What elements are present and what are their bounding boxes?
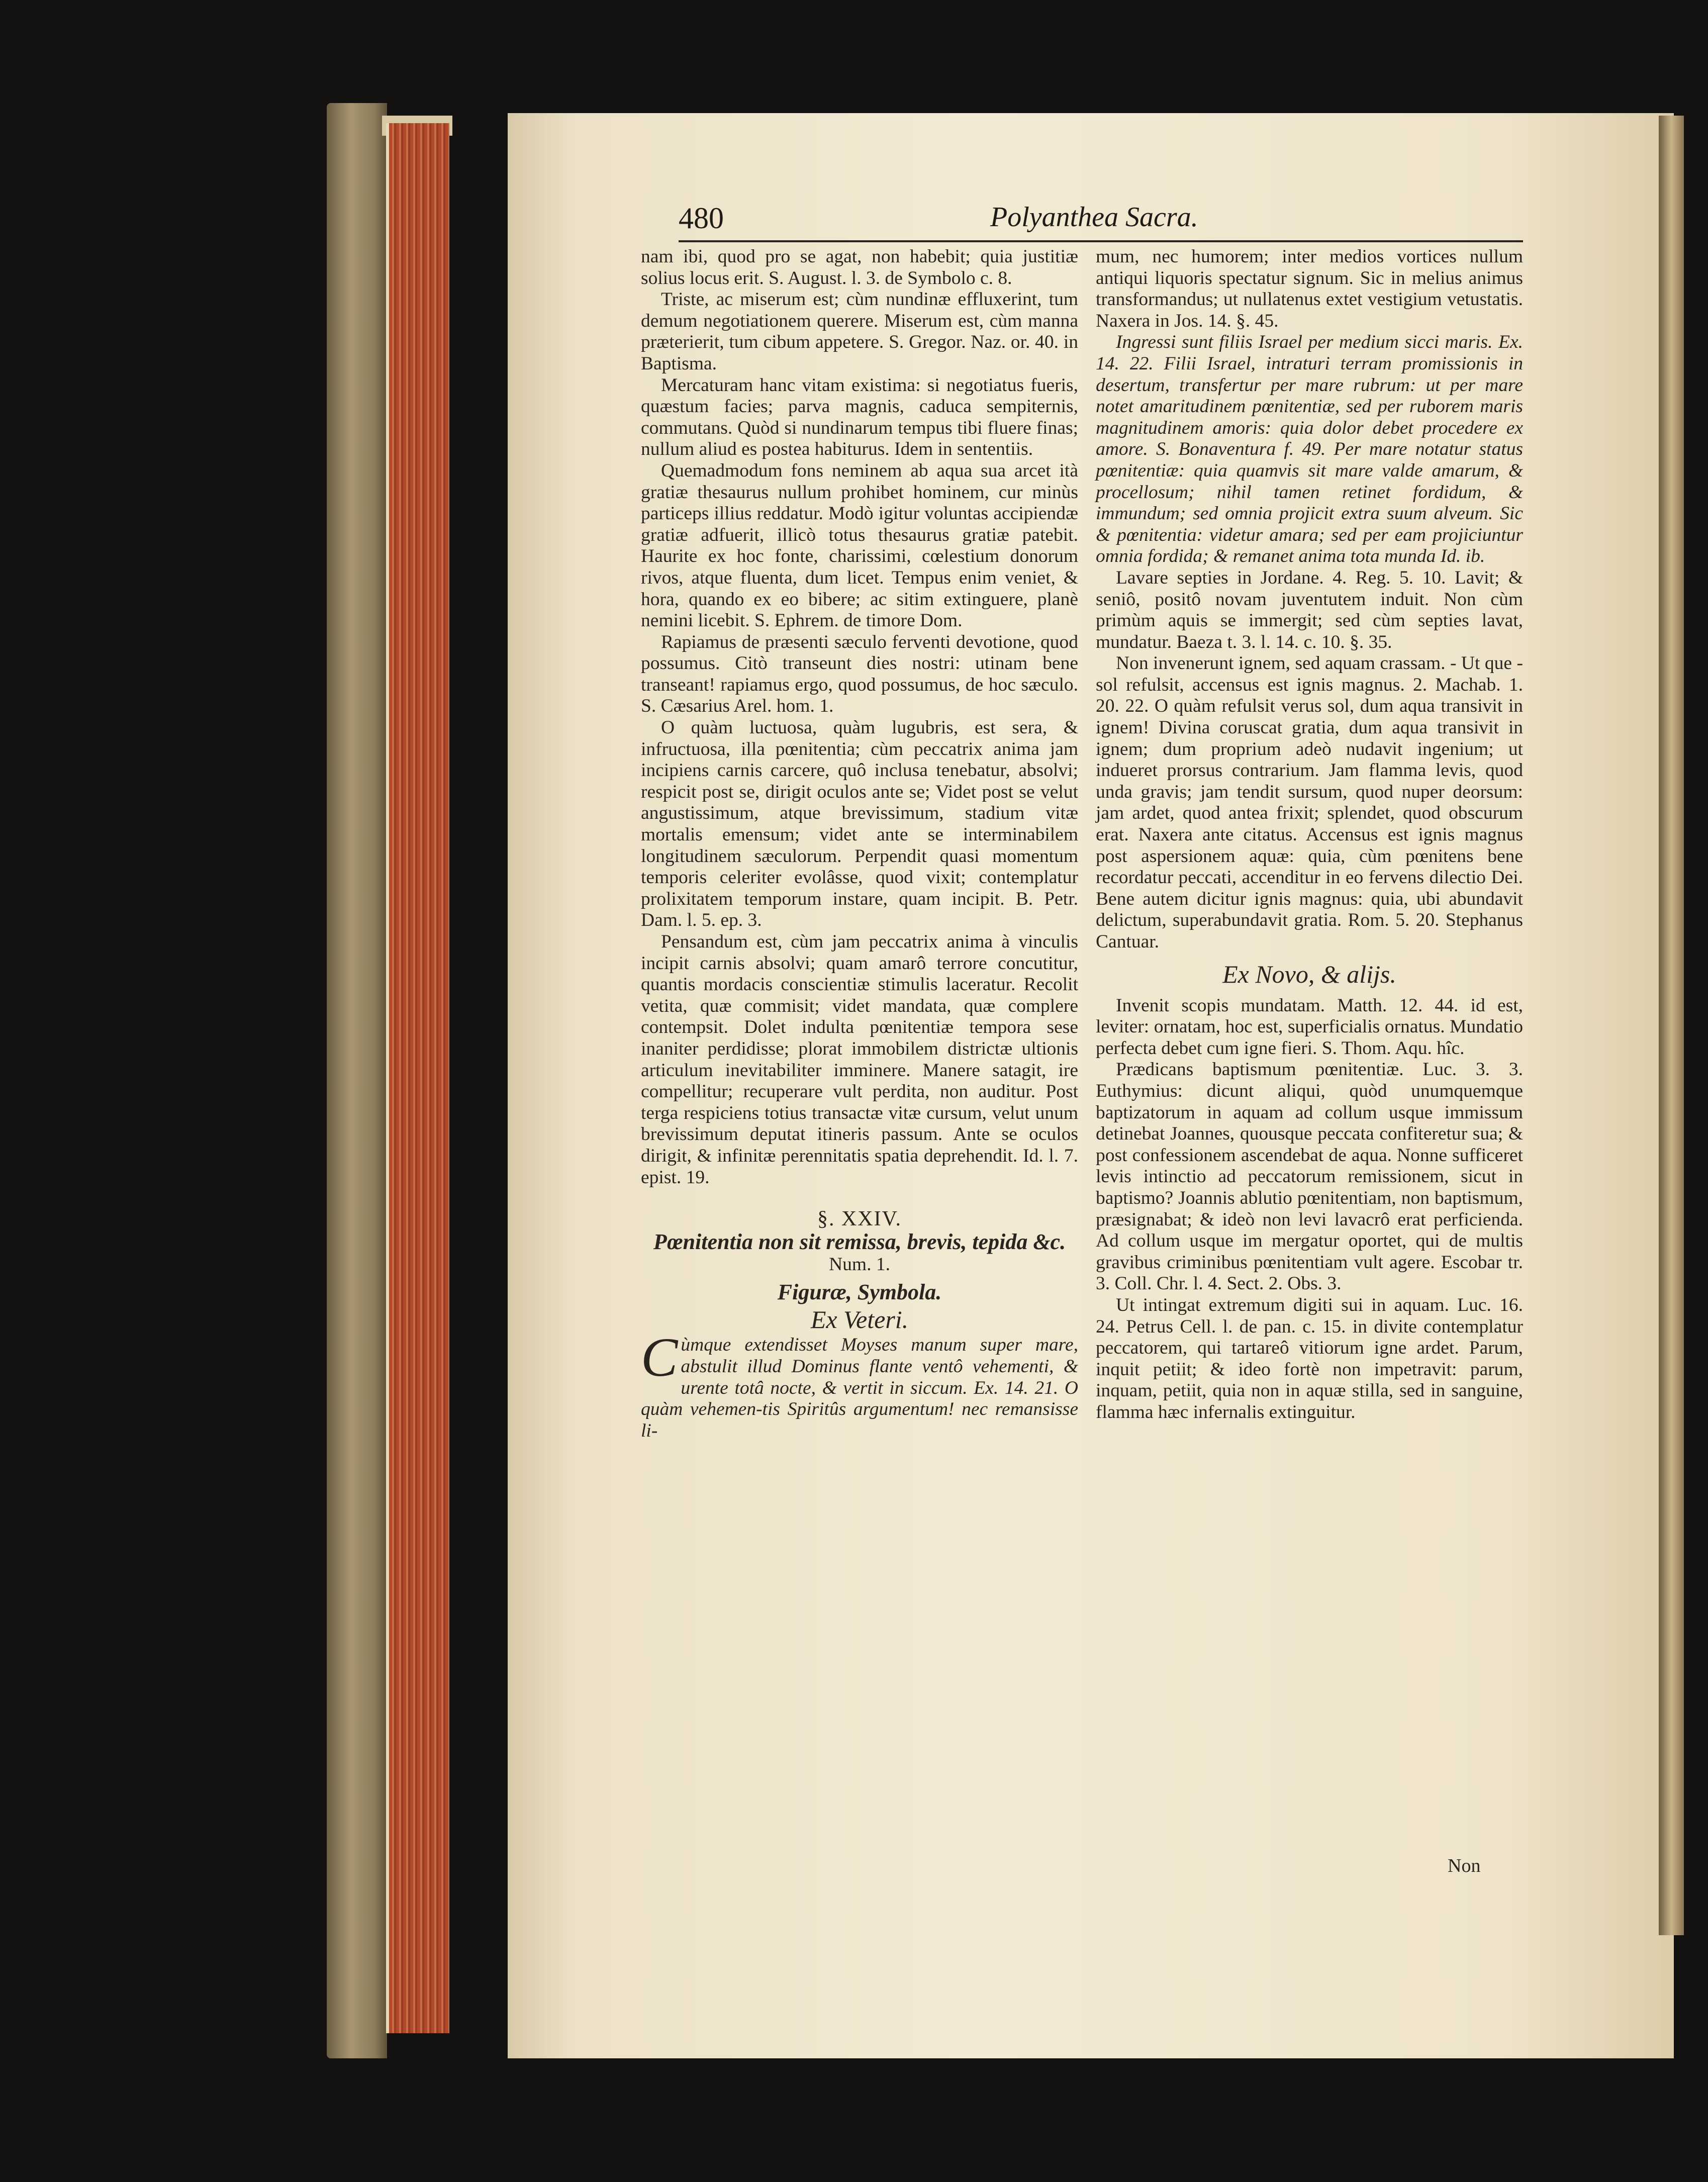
paragraph: Prædicans baptismum pœnitentiæ. Luc. 3. 3. Euthymius: dicunt aliqui, quòd unumquemque baptizatorum in aquam ad collum usque immissum detinebat Joannes, quousque peccata confiteretur sua; & post confessionem ascendebat de aqua. Nonne sufficeret levis intinctio ad peccatorum remissionem, sicut in baptismo? Joannis ablutio pœnitentiam, non baptismum, præsignabat; & ideò non levi lavacrô erat perficienda. Ad collum usque im mergatur oportet, qui de multis gravibus criminibus pœnitentiam vult agere. Escobar tr. 3. Coll. Chr. l. 4. Sect. 2. Obs. 3. (1096, 1059, 1523, 1294)
drop-initial: C (641, 1326, 678, 1388)
right-column (1096, 246, 1523, 1423)
red-page-edges (386, 123, 449, 2033)
section-subtitle: Figuræ, Symbola. (777, 1280, 942, 1305)
paragraph: Rapiamus de præsenti sæculo ferventi devotione, quod possumus. Citò transeunt dies nostri: utinam bene transeant! rapiamus ergo, quod possumus, de hoc sæculo. S. Cæsarius Arel. hom. 1. (641, 631, 1078, 717)
right-heading: Ex Novo, & alijs. (1222, 960, 1396, 988)
final-paragraph-text: ùmque extendisset Moyses manum super mare, abstulit illud Dominus flante ventô vehementi, & urente totâ nocte, & vertit in siccum. Ex. 14. 21. O quàm vehemen-tis Spiritûs argumentum! nec remansisse li- (641, 1335, 1078, 1441)
paragraph: Ingressi sunt filiis Israel per medium sicci maris. Ex. 14. 22. Filii Israel, intraturi terram promissionis in desertum, transfertur per mare rubrum: ut per mare notet amaritudinem pœnitentiæ, sed per ruborem maris magnitudinem amoris: quia dolor debet procedere ex amore. S. Bonaventura f. 49. Per mare notatur status pœnitentiæ: quia quamvis sit mare valde amarum, & procellosum; nihil tamen retinet fordidum, & immundum; sed omnia projicit extra suum alveum. Sic & pœnitentia: videtur amara; sed per eam projiciuntur omnia fordida; & remanet anima tota munda Id. ib. (1096, 332, 1523, 567)
paragraph: Invenit scopis mundatam. Matth. 12. 44. id est, leviter: ornatam, hoc est, superficialis ornatus. Mundatio perfecta debet cum igne fieri. S. Thom. Aqu. hîc. (1096, 995, 1523, 1059)
paragraph: Pensandum est, cùm jam peccatrix anima à vinculis incipit carnis absolvi; quam amarô terrore concutitur, quantis mordacis conscientiæ stimulis laceratur. Recolit vetita, quæ commisit; videt mandata, quæ complere contempsit. Dolet indulta pœnitentiæ tempora sese inaniter perdidisse; plorat immobilem districtæ ultionis articulum inevitabiliter imminere. Manere satagit, ire compellitur; recuperare vult perdita, non auditur. Post terga respiciens totius transactæ vitæ cursum, velut unum brevissimum deputat itineris passum. Ante se oculos dirigit, & infinitæ perennitatis spatia deprehendit. Id. l. 7. epist. 19. (641, 931, 1078, 1188)
final-paragraph (641, 1326, 1078, 1442)
catchword: Non (1448, 1855, 1481, 1876)
paragraph: Triste, ac miserum est; cùm nundinæ effluxerint, tum demum negotiationem querere. Miserum est, cùm manna præterierit, tum cibum appetere. S. Gregor. Naz. or. 40. in Baptisma. (641, 289, 1078, 374)
left-column (641, 246, 1078, 1442)
page-number: 480 (679, 202, 724, 235)
paragraph: Non invenerunt ignem, sed aquam crassam. - Ut que - sol refulsit, accensus est ignis magnus. 2. Machab. 1. 20. 22. O quàm refulsit verus sol, dum aqua transivit in ignem! Divina coruscat gratia, dum aqua transivit in ignem; dum proprium adeò nudavit ingenium; ut indueret prorsus contrarium. Jam flamma levis, quod unda gravis; jam tendit sursum, quod nuper deorsum: jam ardet, quod antea frixit; splendet, quod obscurum erat. Naxera ante citatus. Accensus est ignis magnus post aspersionem aquæ: quia, cùm pœnitens bene recordatur peccati, accenditur in eo fervens dilectio Dei. Bene autem dicitur ignis magnus: quia, ubi abundavit delictum, superabundavit gratia. Rom. 5. 20. Stephanus Cantuar. (1096, 653, 1523, 952)
facing-page-edge (1503, 0, 1684, 2182)
section-num-label: Num. 1. (829, 1254, 890, 1275)
header-rule (679, 240, 1523, 242)
paragraph: O quàm luctuosa, quàm lugubris, est sera, & infructuosa, illa pœnitentia; cùm peccatrix anima jam incipiens carnis carcere, quô inclusa tenebatur, absolvi; respicit post se, dirigit oculos ante se; Videt post se velut angustissimum, atque brevissimum, stadium vitæ mortalis emensum; videt ante se interminabilem longitudinem sæculorum. Perpendit quasi momentum temporis celeriter evolâsse, quod vixit; contemplatur prolixitatem temporum instare, quam incipit. B. Petr. Dam. l. 5. ep. 3. (641, 717, 1078, 931)
section-subtitle-veteri: Ex Veteri. (810, 1305, 909, 1334)
paragraph: Quemadmodum fons neminem ab aqua sua arcet ità gratiæ thesaurus nullum prohibet hominem, cur minùs particeps illius reddatur. Modò igitur voluntas accipiendæ gratiæ adfuerit, illicò totus thesaurus gratiæ patebit. Haurite ex hoc fonte, charissimi, cœlestium donorum rivos, atque fluenta, dum licet. Tempus enim veniet, & hora, quando ex eo bibere; ac sitim extinguere, planè nemini licebit. S. Ephrem. de timore Dom. (641, 460, 1078, 631)
paragraph: Ut intingat extremum digiti sui in aquam. Luc. 16. 24. Petrus Cell. l. de pan. c. 15. in divite contemplatur peccatorem, qui tartareô vitiorum igne ardet. Parum, inquit petiit; & ideo fortè non impetravit: parum, inquam, petiit, quia non in aquæ stilla, sed in sanguine, flamma hæc infernalis extinguitur. (1096, 1294, 1523, 1422)
running-title: Polyanthea Sacra. (990, 202, 1198, 233)
paragraph: mum, nec humorem; inter medios vortices nullum antiqui liquoris spectatur signum. Sic in melius animus transformandus; ut nullatenus extet vestigium vetustatis. Naxera in Jos. 14. §. 45. (1096, 246, 1523, 331)
book-spine (327, 103, 387, 2058)
section-number: §. XXIV. (817, 1207, 902, 1231)
paragraph: Lavare septies in Jordane. 4. Reg. 5. 10. Lavit; & seniô, positô novam juventutem induit. Non cùm primùm aquis se immergit; sed cùm septies lavat, mundatur. Baeza t. 3. l. 14. c. 10. §. 35. (1096, 567, 1523, 652)
page-header (679, 201, 1533, 236)
section-title: Pœnitentia non sit remissa, brevis, tepida &c. (653, 1229, 1066, 1254)
paragraph: nam ibi, quod pro se agat, non habebit; quia justitiæ solius locus erit. S. August. l. 3. de Symbolo c. 8. (641, 246, 1078, 289)
paragraph: Mercaturam hanc vitam existima: si negotiatus fueris, quæstum facies; parva magnis, caduca sempiternis, commutans. Quòd si nundinarum tempus tibi fluere finas; nullum aliud es postea habiturus. Idem in sententiis. (641, 374, 1078, 460)
